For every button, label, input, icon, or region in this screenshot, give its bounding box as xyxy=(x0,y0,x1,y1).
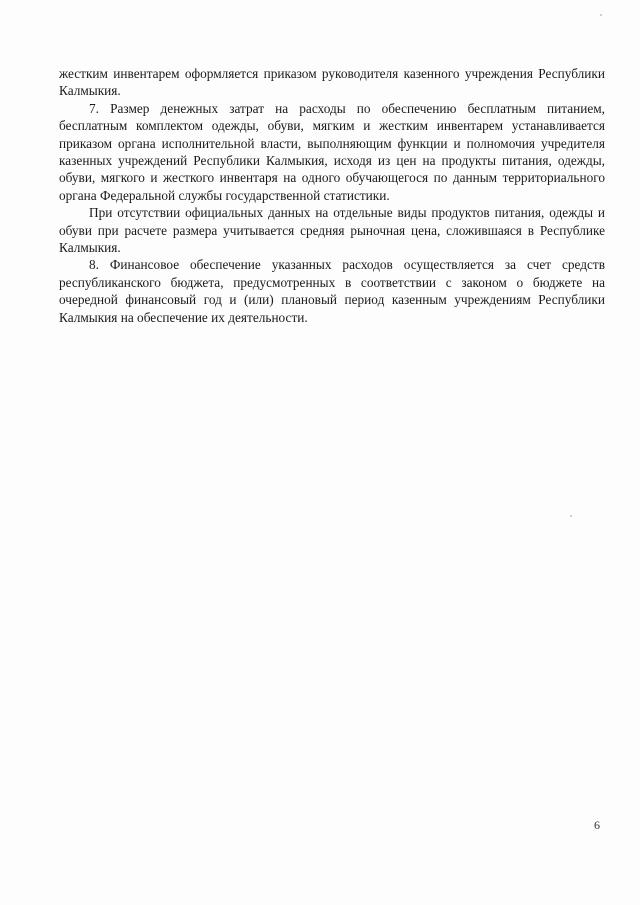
scan-speck xyxy=(600,14,602,16)
paragraph-no-data-note: При отсутствии официальных данных на отдельные виды продуктов питания, одежды и обуви при расчете размера учитывается средняя рыночная цена, сложившаяся в Республике Калмыкия. xyxy=(59,205,605,256)
paragraph-continuation: жестким инвентарем оформляется приказом руководителя казенного учреждения Республики Калмыкия. xyxy=(59,66,605,99)
paragraph-item-7: 7. Размер денежных затрат на расходы по обеспечению бесплатным питанием, бесплатным комплектом одежды, обуви, мягким и жестким инвентарем устанавливается приказом органа исполнительной власти, выполняющим функции и полномочия учредителя казенных учреждений Республики Калмыкия, исходя из цен на продукты питания, одежды, обуви, мягкого и жесткого инвентаря на одного обучающегося по данным территориального органа Федеральной службы государственной статистики. xyxy=(59,100,605,203)
scan-speck xyxy=(570,515,572,517)
page-number: 6 xyxy=(594,818,600,832)
document-body xyxy=(59,65,605,326)
paragraph-item-8: 8. Финансовое обеспечение указанных расходов осуществляется за счет средств республиканского бюджета, предусмотренных в соответствии с законом о бюджете на очередной финансовый год и (или) плановый период казенным учреждениям Республики Калмыкия на обеспечение их деятельности. xyxy=(59,257,605,325)
